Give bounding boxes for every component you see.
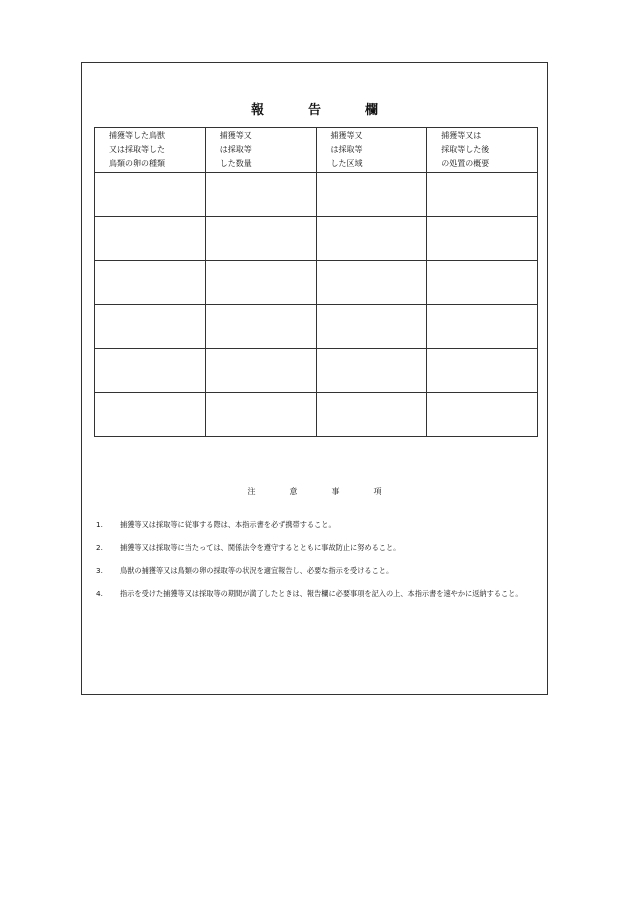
table-row (95, 173, 538, 217)
table-cell[interactable] (316, 393, 427, 437)
table-cell[interactable] (427, 305, 538, 349)
note-item (96, 518, 536, 531)
header-line (317, 129, 427, 143)
header-line (427, 157, 537, 171)
header-text: 又は採取等した (109, 145, 165, 154)
table-cell[interactable] (316, 173, 427, 217)
header-text: 採取等した後 (441, 145, 490, 154)
table-cell[interactable] (316, 261, 427, 305)
header-disposition (427, 128, 538, 173)
notes-list (96, 518, 536, 610)
header-line (427, 129, 537, 143)
table-cell[interactable] (205, 393, 316, 437)
note-item (96, 564, 536, 577)
table-cell[interactable] (205, 349, 316, 393)
header-line (206, 157, 316, 171)
header-text: は採取等 (330, 145, 363, 154)
table-cell[interactable] (427, 393, 538, 437)
header-quantity (205, 128, 316, 173)
header-line (317, 157, 427, 171)
table-cell[interactable] (316, 349, 427, 393)
table-cell[interactable] (427, 261, 538, 305)
header-text: した区域 (330, 159, 363, 168)
table-cell[interactable] (316, 305, 427, 349)
table-cell[interactable] (205, 261, 316, 305)
header-text: 鳥類の卵の種類 (109, 159, 165, 168)
header-text: した数量 (219, 159, 252, 168)
header-text: は採取等 (219, 145, 252, 154)
note-item (96, 541, 536, 554)
table-cell[interactable] (95, 393, 206, 437)
header-line (95, 129, 205, 143)
header-row (95, 128, 538, 173)
table-cell[interactable] (95, 349, 206, 393)
note-text: 捕獲等又は採取等に当たっては、関係法令を遵守するとともに事故防止に努めること。 (120, 543, 401, 552)
table-cell[interactable] (316, 217, 427, 261)
table-cell[interactable] (205, 305, 316, 349)
note-text: 捕獲等又は採取等に従事する際は、本指示書を必ず携帯すること。 (120, 520, 336, 529)
table-cell[interactable] (205, 173, 316, 217)
note-text: 鳥獣の捕獲等又は鳥類の卵の採取等の状況を適宜報告し、必要な指示を受けること。 (120, 566, 394, 575)
note-number: 4. (96, 589, 103, 598)
table-cell[interactable] (95, 305, 206, 349)
header-text: 捕獲等した鳥獣 (109, 131, 165, 140)
note-number: 2. (96, 543, 103, 552)
form-frame (81, 62, 548, 695)
note-item (96, 587, 536, 600)
header-species (95, 128, 206, 173)
header-line (206, 129, 316, 143)
header-text: 捕獲等又 (219, 131, 252, 140)
report-table (94, 127, 538, 437)
note-number: 1. (96, 520, 103, 529)
table-cell[interactable] (95, 261, 206, 305)
table-row (95, 261, 538, 305)
header-text: の処置の概要 (441, 159, 490, 168)
header-line (317, 143, 427, 157)
table-cell[interactable] (427, 217, 538, 261)
table-cell[interactable] (205, 217, 316, 261)
table-cell[interactable] (427, 173, 538, 217)
header-line (206, 143, 316, 157)
header-line (95, 143, 205, 157)
table-row (95, 349, 538, 393)
header-line (95, 157, 205, 171)
header-text: 捕獲等又は (441, 131, 482, 140)
notes-title: 注意事項 (247, 487, 416, 496)
table-row (95, 217, 538, 261)
header-text: 捕獲等又 (330, 131, 363, 140)
table-row (95, 393, 538, 437)
header-line (427, 143, 537, 157)
table-cell[interactable] (95, 217, 206, 261)
header-area (316, 128, 427, 173)
table-cell[interactable] (95, 173, 206, 217)
table-cell[interactable] (427, 349, 538, 393)
table-row (95, 305, 538, 349)
note-number: 3. (96, 566, 103, 575)
note-text: 指示を受けた捕獲等又は採取等の期間が満了したときは、報告欄に必要事項を記入の上、本指示書を速やかに返納すること。 (120, 589, 523, 598)
report-title: 報告欄 (250, 103, 422, 118)
